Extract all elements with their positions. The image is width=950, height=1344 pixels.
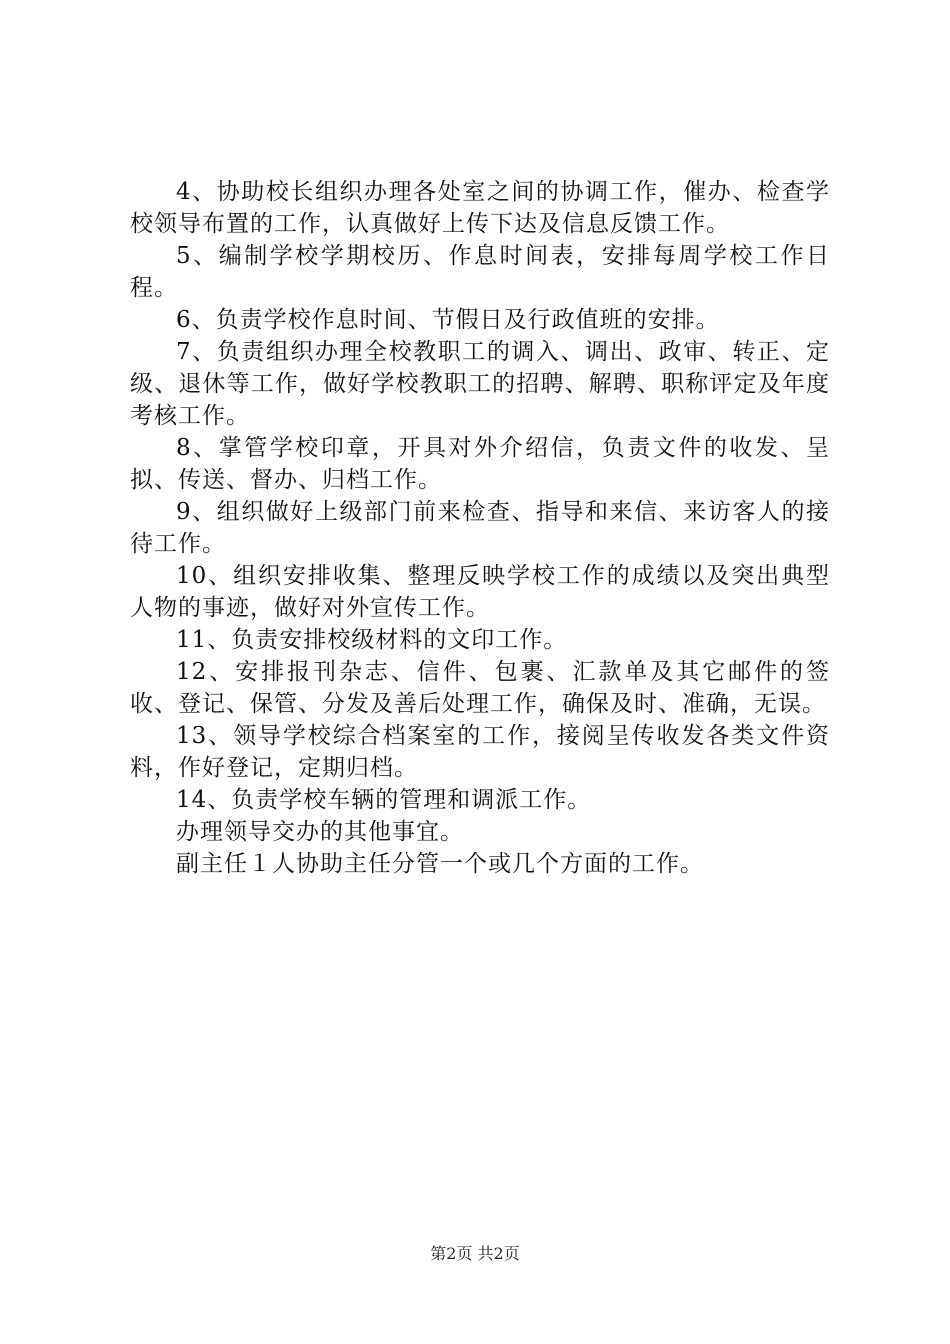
paragraph-item-13: 13、领导学校综合档案室的工作，接阅呈传收发各类文件资料，作好登记，定期归档。: [130, 723, 830, 781]
paragraph-item-10: 10、组织安排收集、整理反映学校工作的成绩以及突出典型人物的事迹，做好对外宣传工作。: [130, 563, 830, 621]
paragraph-item-7: 7、负责组织办理全校教职工的调入、调出、政审、转正、定级、退休等工作，做好学校教职工的招聘、解聘、职称评定及年度考核工作。: [130, 339, 830, 429]
document-body: [130, 176, 830, 880]
page-number-footer: 第2页 共2页: [430, 1244, 520, 1263]
paragraph-item-9: 9、组织做好上级部门前来检查、指导和来信、来访客人的接待工作。: [130, 499, 830, 557]
paragraph-item-14: 14、负责学校车辆的管理和调派工作。: [176, 787, 592, 813]
paragraph-item-6: 6、负责学校作息时间、节假日及行政值班的安排。: [176, 307, 720, 333]
paragraph-item-8: 8、掌管学校印章，开具对外介绍信，负责文件的收发、呈拟、传送、督办、归档工作。: [130, 435, 830, 493]
paragraph-item-4: 4、协助校长组织办理各处室之间的协调工作，催办、检查学校领导布置的工作，认真做好上传下达及信息反馈工作。: [130, 179, 830, 237]
paragraph-other-duties: 办理领导交办的其他事宜。: [176, 819, 464, 845]
paragraph-item-12: 12、安排报刊杂志、信件、包裹、汇款单及其它邮件的签收、登记、保管、分发及善后处理工作，确保及时、准确，无误。: [130, 659, 830, 717]
paragraph-item-11: 11、负责安排校级材料的文印工作。: [176, 627, 568, 653]
paragraph-item-5: 5、编制学校学期校历、作息时间表，安排每周学校工作日程。: [130, 243, 830, 301]
paragraph-deputy-director: 副主任１人协助主任分管一个或几个方面的工作。: [176, 851, 704, 877]
